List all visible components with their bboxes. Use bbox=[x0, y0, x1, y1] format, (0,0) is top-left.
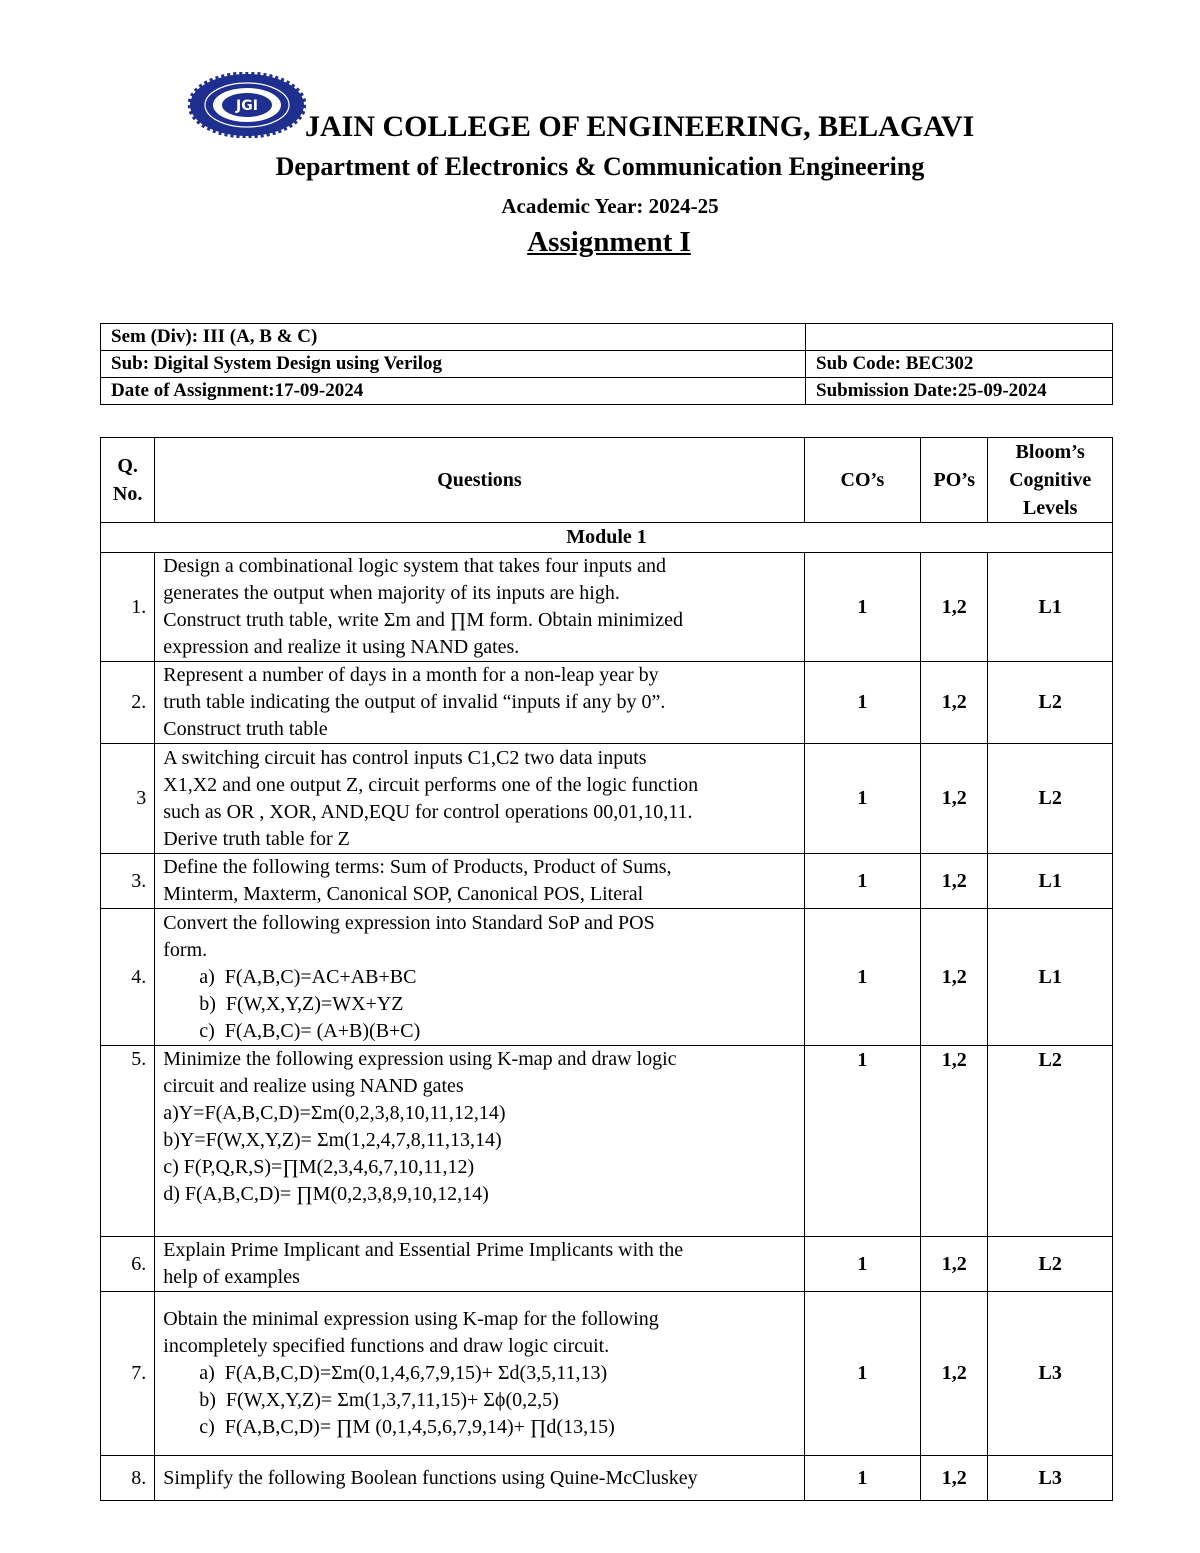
question-text bbox=[155, 854, 804, 909]
question-row bbox=[101, 854, 1113, 909]
question-line: Obtain the minimal expression using K-map for the following bbox=[163, 1308, 659, 1330]
question-subitem: b) F(W,X,Y,Z)=WX+YZ bbox=[199, 992, 404, 1015]
question-line: Simplify the following Boolean functions using Quine-McCluskey bbox=[163, 1466, 698, 1489]
question-line: Represent a number of days in a month for a non-leap year by bbox=[163, 664, 659, 686]
po-value: 1,2 bbox=[921, 854, 988, 909]
question-subitem: c) F(A,B,C)= (A+B)(B+C) bbox=[199, 1019, 421, 1042]
page-title: Assignment I bbox=[527, 226, 691, 258]
po-value: 1,2 bbox=[921, 909, 988, 1046]
question-line: d) F(A,B,C,D)= ∏M(0,2,3,8,9,10,12,14) bbox=[163, 1183, 489, 1205]
po-value: 1,2 bbox=[921, 744, 988, 854]
bloom-level: L3 bbox=[988, 1456, 1113, 1501]
question-line: a)Y=F(A,B,C,D)=Σm(0,2,3,8,10,11,12,14) bbox=[163, 1102, 506, 1124]
question-line: Construct truth table, write Σm and ∏M form. Obtain minimized bbox=[163, 609, 683, 631]
question-line: b)Y=F(W,X,Y,Z)= Σm(1,2,4,7,8,11,13,14) bbox=[163, 1129, 502, 1151]
question-text bbox=[155, 1237, 804, 1292]
question-row bbox=[101, 744, 1113, 854]
question-number: 5. bbox=[101, 1046, 155, 1237]
question-line: Define the following terms: Sum of Products, Product of Sums, bbox=[163, 856, 672, 878]
bloom-level: L1 bbox=[988, 553, 1113, 662]
co-value: 1 bbox=[804, 553, 920, 662]
question-text bbox=[155, 1456, 804, 1501]
submission-date: Submission Date:25-09-2024 bbox=[806, 378, 1113, 405]
info-row bbox=[101, 324, 1113, 351]
po-header: PO’s bbox=[921, 438, 988, 523]
question-number: 3. bbox=[101, 854, 155, 909]
bloom-level: L2 bbox=[988, 1237, 1113, 1292]
qno-header bbox=[101, 438, 155, 523]
bloom-level: L2 bbox=[988, 662, 1113, 744]
co-value: 1 bbox=[804, 1046, 920, 1237]
question-line: generates the output when majority of its inputs are high. bbox=[163, 582, 620, 604]
question-text bbox=[155, 744, 804, 854]
co-value: 1 bbox=[804, 1237, 920, 1292]
bloom-level: L2 bbox=[988, 1046, 1113, 1237]
question-line: such as OR , XOR, AND,EQU for control operations 00,01,10,11. bbox=[163, 800, 693, 823]
academic-year: Academic Year: 2024-25 bbox=[501, 194, 719, 218]
co-value: 1 bbox=[804, 1456, 920, 1501]
question-line: X1,X2 and one output Z, circuit performs one of the logic function bbox=[163, 773, 699, 796]
question-line: circuit and realize using NAND gates bbox=[163, 1075, 464, 1097]
question-subitem: b) F(W,X,Y,Z)= Σm(1,3,7,11,15)+ Σϕ(0,2,5) bbox=[199, 1389, 559, 1411]
module-label: Module 1 bbox=[101, 523, 1113, 553]
header-row bbox=[101, 438, 1113, 523]
question-row bbox=[101, 1456, 1113, 1501]
sem-div: Sem (Div): III (A, B & C) bbox=[101, 324, 806, 351]
bloom-level: L2 bbox=[988, 744, 1113, 854]
question-line: A switching circuit has control inputs C1,C2 two data inputs bbox=[163, 746, 647, 769]
bloom-header-line3: Levels bbox=[1022, 497, 1078, 519]
po-value: 1,2 bbox=[921, 1046, 988, 1237]
bloom-level: L1 bbox=[988, 909, 1113, 1046]
questions-header: Questions bbox=[155, 438, 804, 523]
info-row bbox=[101, 378, 1113, 405]
question-subitem: a) F(A,B,C,D)=Σm(0,1,4,6,7,9,15)+ Σd(3,5,11,13) bbox=[199, 1362, 608, 1384]
bloom-header-line2: Cognitive bbox=[1009, 469, 1092, 491]
question-number: 6. bbox=[101, 1237, 155, 1292]
question-line: help of examples bbox=[163, 1266, 300, 1288]
question-line: Explain Prime Implicant and Essential Prime Implicants with the bbox=[163, 1239, 684, 1261]
question-line: Convert the following expression into Standard SoP and POS bbox=[163, 911, 655, 934]
question-line: Minimize the following expression using K-map and draw logic bbox=[163, 1048, 677, 1070]
co-value: 1 bbox=[804, 662, 920, 744]
question-number: 1. bbox=[101, 553, 155, 662]
question-number: 4. bbox=[101, 909, 155, 1046]
question-row bbox=[101, 662, 1113, 744]
bloom-header-line1: Bloom’s bbox=[1015, 441, 1085, 463]
question-text bbox=[155, 1046, 804, 1237]
bloom-header bbox=[988, 438, 1113, 523]
po-value: 1,2 bbox=[921, 1292, 988, 1456]
po-value: 1,2 bbox=[921, 553, 988, 662]
question-text bbox=[155, 909, 804, 1046]
logo-text: JGI bbox=[236, 98, 258, 114]
question-line: expression and realize it using NAND gates. bbox=[163, 636, 520, 658]
po-value: 1,2 bbox=[921, 1237, 988, 1292]
college-logo bbox=[188, 72, 306, 138]
sem-right-cell bbox=[806, 324, 1113, 351]
question-line: c) F(P,Q,R,S)=∏M(2,3,4,6,7,10,11,12) bbox=[163, 1156, 475, 1178]
po-value: 1,2 bbox=[921, 662, 988, 744]
co-value: 1 bbox=[804, 909, 920, 1046]
po-value: 1,2 bbox=[921, 1456, 988, 1501]
subject-code: Sub Code: BEC302 bbox=[806, 351, 1113, 378]
co-value: 1 bbox=[804, 744, 920, 854]
question-line: Construct truth table bbox=[163, 718, 328, 740]
module-row bbox=[101, 523, 1113, 553]
question-row bbox=[101, 1292, 1113, 1456]
subject-name: Sub: Digital System Design using Verilog bbox=[101, 351, 806, 378]
question-number: 3 bbox=[101, 744, 155, 854]
question-number: 7. bbox=[101, 1292, 155, 1456]
question-line: truth table indicating the output of invalid “inputs if any by 0”. bbox=[163, 691, 666, 713]
assignment-date: Date of Assignment:17-09-2024 bbox=[101, 378, 806, 405]
question-number: 8. bbox=[101, 1456, 155, 1501]
question-line: Design a combinational logic system that takes four inputs and bbox=[163, 555, 666, 577]
bloom-level: L3 bbox=[988, 1292, 1113, 1456]
course-info-table bbox=[100, 323, 1113, 405]
info-row bbox=[101, 351, 1113, 378]
qno-header-line2: No. bbox=[112, 483, 143, 505]
question-text bbox=[155, 1292, 804, 1456]
question-number: 2. bbox=[101, 662, 155, 744]
question-line: form. bbox=[163, 938, 208, 961]
question-text bbox=[155, 553, 804, 662]
question-row bbox=[101, 1046, 1113, 1237]
co-header: CO’s bbox=[804, 438, 920, 523]
co-value: 1 bbox=[804, 1292, 920, 1456]
questions-table bbox=[100, 437, 1113, 1501]
question-row bbox=[101, 553, 1113, 662]
question-row bbox=[101, 909, 1113, 1046]
question-line: Minterm, Maxterm, Canonical SOP, Canonical POS, Literal bbox=[163, 883, 644, 905]
question-text bbox=[155, 662, 804, 744]
question-line: Derive truth table for Z bbox=[163, 827, 350, 850]
bloom-level: L1 bbox=[988, 854, 1113, 909]
co-value: 1 bbox=[804, 854, 920, 909]
college-name: JAIN COLLEGE OF ENGINEERING, BELAGAVI bbox=[305, 110, 975, 143]
department-name: Department of Electronics & Communication Engineering bbox=[275, 152, 925, 181]
qno-header-line1: Q. bbox=[117, 455, 138, 477]
question-subitem: a) F(A,B,C)=AC+AB+BC bbox=[199, 965, 417, 988]
question-row bbox=[101, 1237, 1113, 1292]
question-subitem: c) F(A,B,C,D)= ∏M (0,1,4,5,6,7,9,14)+ ∏d(13,15) bbox=[199, 1416, 615, 1438]
question-line: incompletely specified functions and draw logic circuit. bbox=[163, 1335, 610, 1357]
